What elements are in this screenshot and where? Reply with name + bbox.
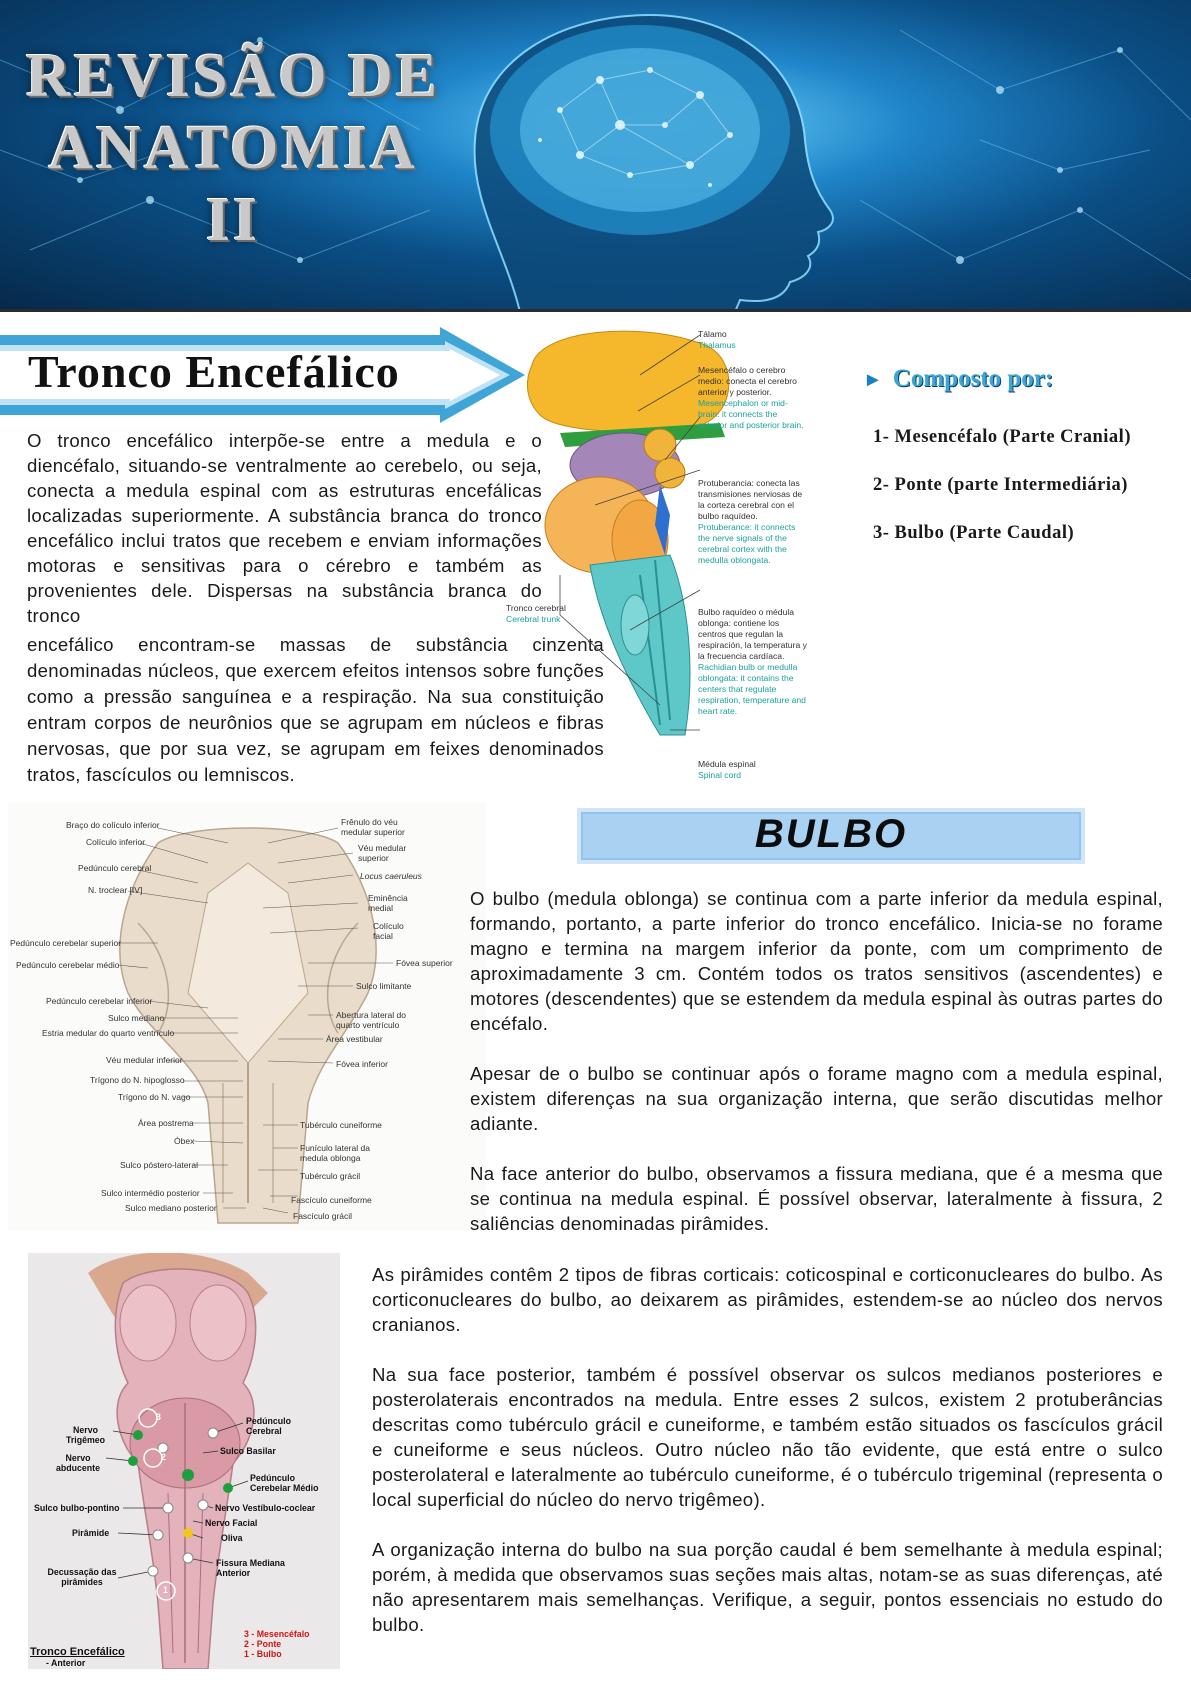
composto-heading-text: Composto por: xyxy=(892,365,1054,392)
label-text-en: Rachidian bulb or medulla oblongata: it contains the centers that regulate respiration, temperature and heart rate. xyxy=(698,662,806,716)
photo-label-abducente: Nervo abducente xyxy=(56,1453,100,1473)
label-text: Protuberancia: conecta las transmisiones nerviosas de la corteza cerebral con el bulbo raquídeo. xyxy=(698,478,803,521)
label-sulco-intermedio: Sulco intermédio posterior xyxy=(101,1188,200,1198)
label-veu-medular-superior: Véu medular superior xyxy=(358,843,407,863)
label-bulbo-raquideo xyxy=(698,607,808,717)
label-funiculo-lateral: Funículo lateral da medula oblonga xyxy=(300,1143,370,1163)
intro-paragraph-bottom: encefálico encontram-se massas de substância cinzenta denominadas núcleos, que exercem efeitos intensos sobre funções como a pressão sanguínea e a respiração. Na sua constituição entram corpos de neurônios que se agrupam em núcleos e fibras nervosas, que por sua vez, se agrupam em feixes denominados tratos, fascículos ou lemniscos. xyxy=(27,634,604,785)
banner-title-line: II xyxy=(205,186,261,254)
photo-label-trigemeo: Nervo Trigêmeo xyxy=(65,1425,106,1445)
bulbo-title: BULBO xyxy=(754,812,908,856)
lower-paragraph: Na sua face posterior, também é possível observar os sulcos medianos posteriores e posterolaterais encontrados na medula. Entre esses 2 sulcos, existem 2 protuberâncias descritas como tubérculo grácil e cuneiforme, e também estão situados os fascículos grácil e cuneiforme e seus núcleos. Outro núcleo não tão evidente, que está entre o sulco posterolateral e lateralmente ao tubérculo cuneiforme, é o tubérculo trigeminal (representa o local superficial do núcleo do nervo trigêmeo). xyxy=(372,1364,1163,1510)
header-banner xyxy=(0,0,1191,312)
label-text-en: Thalamus xyxy=(698,340,736,350)
label-sulco-mediano: Sulco mediano xyxy=(108,1013,165,1023)
photo-label-sulco-bulbo-pontino: Sulco bulbo-pontino xyxy=(34,1503,120,1513)
label-mesencefalo xyxy=(698,365,806,431)
photo-label-fissura-mediana: Fissura Mediana Anterior xyxy=(216,1558,285,1578)
label-fasciculo-cuneiforme: Fascículo cuneiforme xyxy=(291,1195,372,1205)
label-obex: Óbex xyxy=(174,1136,195,1146)
label-pedunculo-cerebelar-superior: Pedúnculo cerebelar superior xyxy=(10,938,122,948)
label-coliculo-facial: Colículo facial xyxy=(373,921,404,941)
label-locus-caeruleus: Locus caeruleus xyxy=(360,871,422,881)
photo-label-pedunculo-cerebral: Pedúnculo Cerebral xyxy=(246,1416,291,1436)
label-abertura-lateral: Abertura lateral do quarto ventrículo xyxy=(336,1010,406,1030)
label-text-en: Mesencephalon or mid-brain: it connects the anterior and posterior brain. xyxy=(698,398,804,430)
composto-item: 2- Ponte (parte Intermediária) xyxy=(873,475,1128,495)
photo-label-vestibulo-coclear: Nervo Vestíbulo-coclear xyxy=(215,1503,316,1513)
brainstem-illustration xyxy=(520,325,860,785)
intro-paragraph-top: O tronco encefálico interpõe-se entre a medula e o diencéfalo, situando-se ventralmente ao cerebelo, ou seja, conecta a medula espinal com as estruturas encefálicas localizadas superiormente. A substância branca do tronco encefálico inclui tratos que recebem e enviam informações motoras e sensitivas para o cérebro e também as provenientes dele. Dispersas na substância branca do tronco xyxy=(27,430,542,626)
photo-caption: Tronco Encefálico xyxy=(30,1646,125,1658)
label-text-en: Protuberance: it connects the nerve signals of the cerebral cortex with the medulla oblongata. xyxy=(698,522,796,565)
photo-number-2: 2 xyxy=(161,1452,166,1462)
label-medula-espinal xyxy=(698,759,808,781)
photo-legend-item: 3 - Mesencéfalo xyxy=(244,1629,310,1639)
label-tuberculo-cuneiforme: Tubérculo cuneiforme xyxy=(300,1120,382,1130)
label-tronco-cerebral xyxy=(506,603,586,625)
photo-number-1: 1 xyxy=(163,1585,168,1595)
label-sulco-postero-lateral: Sulco póstero-lateral xyxy=(120,1160,198,1170)
photo-legend-item: 1 - Bulbo xyxy=(244,1649,282,1659)
photo-caption-sub: - Anterior xyxy=(46,1658,86,1668)
composto-list xyxy=(873,427,1183,571)
label-veu-medular-inferior: Véu medular inferior xyxy=(106,1055,183,1065)
label-pedunculo-cerebral: Pedúnculo cerebral xyxy=(78,863,152,873)
label-pedunculo-cerebelar-medio: Pedúnculo cerebelar médio xyxy=(16,960,120,970)
lower-paragraph: As pirâmides contêm 2 tipos de fibras corticais: coticospinal e corticonucleares do bulbo. As corticonucleares do bulbo, ao deixarem as pirâmides, estendem-se ao núcleo dos nervos cranianos. xyxy=(372,1264,1163,1335)
label-text: Mesencéfalo o cerebro medio: conecta el cerebro anterior y posterior. xyxy=(698,365,797,397)
label-sulco-limitante: Sulco limitante xyxy=(356,981,412,991)
label-sulco-mediano-posterior: Sulco mediano posterior xyxy=(125,1203,217,1213)
label-fasciculo-gracil: Fascículo grácil xyxy=(293,1211,353,1221)
label-n-troclear: N. troclear [IV] xyxy=(88,885,143,895)
label-tuberculo-gracil: Tubérculo grácil xyxy=(300,1171,361,1181)
composto-item: 3- Bulbo (Parte Caudal) xyxy=(873,523,1075,543)
label-text: Bulbo raquídeo o médula oblonga: contiene los centros que regulan la respiración, la temperatura y la frecuencia cardíaca. xyxy=(698,607,807,661)
photo-number-3: 3 xyxy=(156,1412,161,1422)
bulbo-paragraph: Na face anterior do bulbo, observamos a fissura mediana, que é a mesma que se continua na medula espinal. É possível observar, lateralmente à fissura, 2 saliências denominadas pirâmides. xyxy=(470,1163,1163,1234)
lower-paragraph: A organização interna do bulbo na sua porção caudal é bem semelhante à medula espinal; porém, à medida que observamos suas seções mais altas, notam-se as suas diferenças, até não apresentarem mais semelhanças. Verifique, a seguir, pontos essenciais no estudo do bulbo. xyxy=(372,1539,1163,1635)
bulbo-paragraph: O bulbo (medula oblonga) se continua com a parte inferior da medula espinal, formando, portanto, a parte inferior do tronco encefálico. Inicia-se no forame magno e termina na margem inferior da ponte, com um comprimento de aproximadamente 3 cm. Contém todos os tratos sensitivos (ascendentes) e motores (descendentes) que se estendem da medula espinal às outras partes do encéfalo. xyxy=(470,888,1163,1034)
bulbo-text xyxy=(470,886,1163,1261)
label-text: Tálamo xyxy=(698,329,727,339)
label-fovea-inferior: Fóvea inferior xyxy=(336,1059,388,1069)
composto-item: 1- Mesencéfalo (Parte Cranial) xyxy=(873,427,1131,447)
label-trigono-hipoglosso: Trígono do N. hipoglosso xyxy=(90,1075,185,1085)
label-estria-medular: Estria medular do quarto ventrículo xyxy=(42,1028,175,1038)
brainstem-model-photo xyxy=(28,1253,340,1669)
label-trigono-vago: Trígono do N. vago xyxy=(118,1092,191,1102)
lower-text xyxy=(372,1262,1163,1662)
brainstem-lateral-diagram xyxy=(506,325,860,785)
photo-label-sulco-basilar: Sulco Basilar xyxy=(220,1446,276,1456)
photo-label-pedunculo-cerebelar-medio: Pedúnculo Cerebelar Médio xyxy=(250,1473,319,1493)
triangle-bullet-icon: ► xyxy=(863,369,883,391)
section-title: Tronco Encefálico xyxy=(28,346,400,397)
label-frenulo: Frênulo do véu medular superior xyxy=(341,817,405,837)
label-text: Médula espinal xyxy=(698,759,756,769)
label-protuberancia xyxy=(698,478,806,566)
label-text: Tronco cerebral xyxy=(506,603,566,613)
photo-label-piramide: Pirâmide xyxy=(72,1528,110,1538)
photo-label-oliva: Oliva xyxy=(221,1533,243,1543)
label-eminencia-medial: Eminência medial xyxy=(368,893,408,913)
label-talamo xyxy=(698,329,848,351)
banner-title-line: ANATOMIA xyxy=(48,114,418,182)
brainstem-dorsal-diagram xyxy=(8,803,486,1231)
label-pedunculo-cerebelar-inferior: Pedúnculo cerebelar inferior xyxy=(46,996,153,1006)
label-area-vestibular: Área vestibular xyxy=(326,1034,383,1044)
bulbo-paragraph: Apesar de o bulbo se continuar após o forame magno com a medula espinal, existem diferenças na sua organização interna, que serão discutidas melhor adiante. xyxy=(470,1063,1163,1134)
photo-legend-item: 2 - Ponte xyxy=(244,1639,282,1649)
label-text-en: Cerebral trunk xyxy=(506,614,561,624)
label-braco-coliculo: Braço do colículo inferior xyxy=(66,820,160,830)
banner-title-line: REVISÃO DE xyxy=(25,42,441,110)
banner-title xyxy=(18,40,448,256)
label-coliculo-inferior: Colículo inferior xyxy=(86,837,146,847)
composto-heading xyxy=(863,365,1053,393)
label-fovea-superior: Fóvea superior xyxy=(396,958,453,968)
photo-label-decussacao: Decussação das pirâmides xyxy=(47,1567,117,1587)
photo-label-nervo-facial: Nervo Facial xyxy=(205,1518,258,1528)
label-area-postrema: Área postrema xyxy=(138,1118,194,1128)
label-text-en: Spinal cord xyxy=(698,770,741,780)
